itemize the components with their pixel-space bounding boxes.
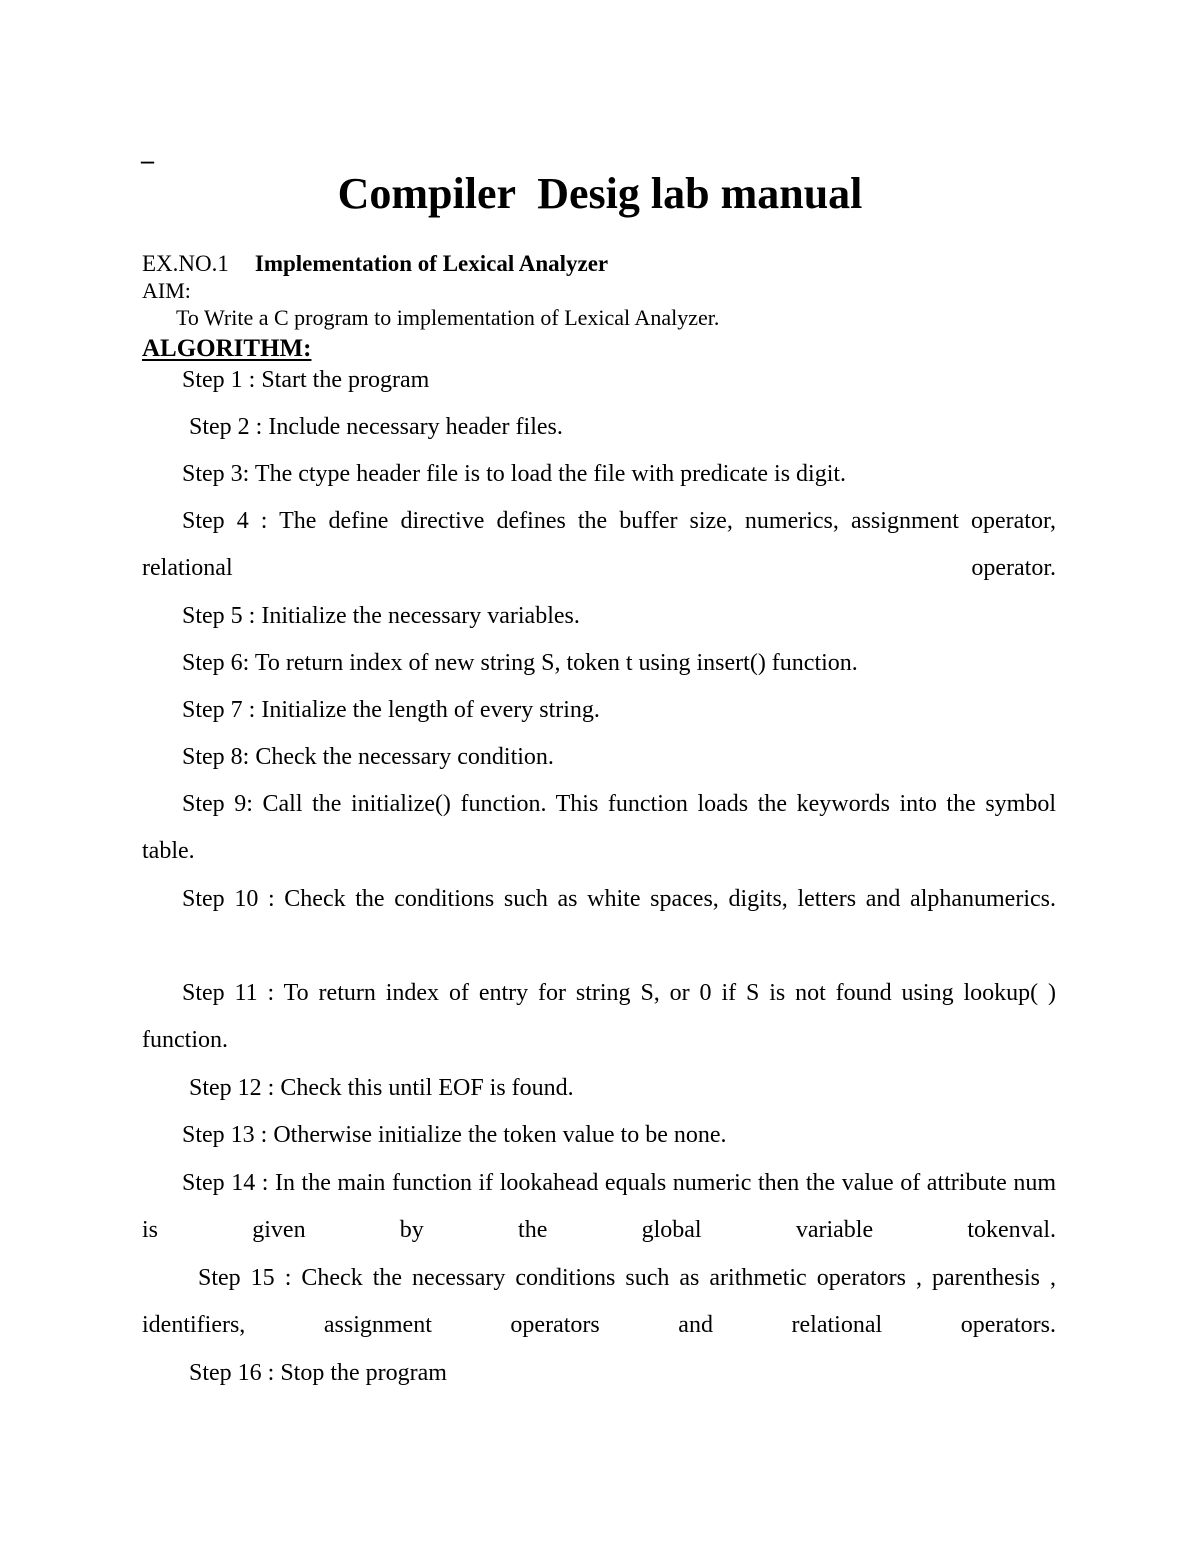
- step-3: Step 3: The ctype header file is to load the file with predicate is digit.: [182, 461, 847, 487]
- step-4: Step 4 : The define directive defines the buffer size, numerics, assignment operator, relational operator.: [142, 508, 1056, 581]
- step-9: Step 9: Call the initialize() function. This function loads the keywords into the symbol table.: [142, 791, 1056, 864]
- step-14: Step 14 : In the main function if lookahead equals numeric then the value of attribute num is given by the global variable tokenval.: [142, 1170, 1056, 1243]
- step-12: Step 12 : Check this until EOF is found.: [189, 1075, 574, 1101]
- algorithm-heading: ALGORITHM:: [142, 335, 312, 362]
- step-15: Step 15 : Check the necessary conditions such as arithmetic operators , parenthesis , identifiers, assignment operators and relational operators.: [142, 1265, 1056, 1338]
- step-16: Step 16 : Stop the program: [189, 1360, 447, 1386]
- step-11: Step 11 : To return index of entry for string S, or 0 if S is not found using lookup( ) function.: [142, 980, 1056, 1053]
- step-7: Step 7 : Initialize the length of every string.: [182, 697, 600, 723]
- step-6: Step 6: To return index of new string S, token t using insert() function.: [182, 650, 858, 676]
- step-2: Step 2 : Include necessary header files.: [189, 414, 563, 440]
- exercise-name: Implementation of Lexical Analyzer: [254, 251, 609, 276]
- aim-label: AIM:: [142, 278, 191, 303]
- step-10: Step 10 : Check the conditions such as white spaces, digits, letters and alphanumerics.: [182, 886, 1056, 912]
- step-1: Step 1 : Start the program: [182, 367, 430, 393]
- step-8: Step 8: Check the necessary condition.: [182, 744, 554, 770]
- aim-text: To Write a C program to implementation of Lexical Analyzer.: [176, 305, 720, 330]
- exercise-number: EX.NO.1: [142, 251, 229, 276]
- page-title: Compiler Desig lab manual: [337, 169, 863, 218]
- dash-mark: –: [141, 146, 154, 175]
- exercise-heading: [142, 250, 608, 278]
- step-5: Step 5 : Initialize the necessary variables.: [182, 603, 580, 629]
- step-13: Step 13 : Otherwise initialize the token value to be none.: [182, 1122, 727, 1148]
